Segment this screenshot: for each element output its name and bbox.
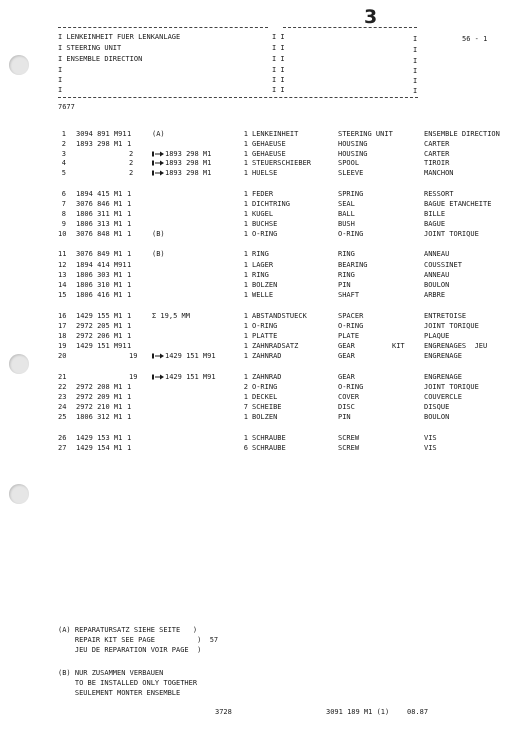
remark (152, 373, 216, 382)
description-de: GEHAEUSE (252, 140, 286, 148)
position-number: 24 (58, 403, 67, 411)
description-fr: ENGRENAGES JEU (424, 342, 488, 350)
level-indicator: 1 (127, 271, 132, 279)
level-indicator: 1 (127, 190, 132, 198)
description-fr: ENGRENAGE (424, 352, 462, 360)
table-row (58, 383, 528, 392)
description-en: DISC (338, 403, 355, 411)
position-number: 9 (61, 220, 66, 228)
description-fr: CARTER (424, 140, 450, 148)
level-indicator: 1 (127, 291, 132, 299)
description-fr: VIS (424, 434, 437, 442)
table-row (58, 169, 528, 178)
footnote-a-line-1: (A) REPARATURSATZ SIEHE SEITE ) (58, 626, 198, 634)
part-number: 1893 298 M1 (76, 140, 123, 148)
part-number: 1806 416 M1 (76, 291, 123, 299)
description-en: SHAFT (338, 291, 360, 299)
remark: (A) (152, 130, 165, 138)
part-number: 3076 849 M1 (76, 250, 123, 258)
level-indicator: 1 (127, 230, 132, 238)
position-number: 13 (58, 271, 67, 279)
level-indicator: 2 (129, 150, 134, 158)
quantity: 1 (243, 200, 248, 208)
description-de: RING (252, 271, 269, 279)
position-number: 10 (58, 230, 67, 238)
table-row (58, 403, 528, 412)
table-row (58, 230, 528, 239)
description-en: STEERING UNIT (338, 130, 393, 138)
part-number: 1894 415 M1 (76, 190, 123, 198)
table-row (58, 312, 528, 321)
header-right-edge: I (413, 57, 418, 65)
quantity: 1 (243, 169, 248, 177)
position-number: 1 (61, 130, 66, 138)
description-de: FEDER (252, 190, 274, 198)
position-number: 8 (61, 210, 66, 218)
header-line-3: I ENSEMBLE DIRECTION (58, 55, 143, 63)
part-number: 2972 206 M1 (76, 332, 123, 340)
position-number: 11 (58, 250, 67, 258)
quantity: 1 (243, 159, 248, 167)
level-indicator: 1 (127, 210, 132, 218)
description-en: PIN (338, 281, 351, 289)
header-separator: I I (272, 76, 285, 84)
description-en: SPRING (338, 190, 364, 198)
table-row (58, 352, 528, 361)
description-fr: ANNEAU (424, 271, 450, 279)
position-number: 2 (61, 140, 66, 148)
footnote-b-line-1: (B) NUR ZUSAMMEN VERBAUEN (58, 669, 164, 677)
description-fr: ENGRENAGE (424, 373, 462, 381)
table-row (58, 271, 528, 280)
description-fr: BILLE (424, 210, 446, 218)
part-number: 1806 310 M1 (76, 281, 123, 289)
part-number: 1806 313 M1 (76, 220, 123, 228)
quantity: 1 (243, 312, 248, 320)
level-indicator: 1 (127, 383, 132, 391)
description-en: SCREW (338, 434, 360, 442)
quantity: 1 (243, 220, 248, 228)
position-number: 19 (58, 342, 67, 350)
header-separator: I I (272, 86, 285, 94)
table-row (58, 130, 528, 139)
description-fr: BOULON (424, 281, 450, 289)
level-indicator: 1 (127, 250, 132, 258)
description-de: ZAHNRADSATZ (252, 342, 299, 350)
description-de: SCHRAUBE (252, 444, 286, 452)
kit-label: KIT (392, 342, 405, 350)
part-number: 1429 154 M1 (76, 444, 123, 452)
description-en: HOUSING (338, 150, 368, 158)
group-code: 7677 (58, 103, 75, 111)
quantity: 1 (243, 190, 248, 198)
description-de: RING (252, 250, 269, 258)
description-fr: MANCHON (424, 169, 454, 177)
header-right-edge: I (413, 67, 418, 75)
quantity: 1 (243, 271, 248, 279)
description-en: RING (338, 250, 355, 258)
description-fr: PLAQUE (424, 332, 450, 340)
table-row (58, 250, 528, 259)
part-number: 3076 846 M1 (76, 200, 123, 208)
level-indicator: 1 (127, 434, 132, 442)
description-de: DICHTRING (252, 200, 290, 208)
part-number: 2972 205 M1 (76, 322, 123, 330)
header-separator: I I (272, 66, 285, 74)
description-de: O-RING (252, 230, 278, 238)
position-number: 4 (61, 159, 66, 167)
level-indicator: 1 (127, 130, 132, 138)
position-number: 21 (58, 373, 67, 381)
description-de: SCHEIBE (252, 403, 282, 411)
position-number: 26 (58, 434, 67, 442)
description-fr: RESSORT (424, 190, 454, 198)
replaced-by-part-number: 1893 298 M1 (165, 150, 212, 158)
header-line-5: I (58, 76, 63, 84)
quantity: 1 (243, 230, 248, 238)
position-number: 27 (58, 444, 67, 452)
quantity: 1 (243, 130, 248, 138)
footnote-b-line-3: SEULEMENT MONTER ENSEMBLE (58, 689, 181, 697)
quantity: 1 (243, 393, 248, 401)
header-separator: I I (272, 55, 285, 63)
footnote-b-line-2: TO BE INSTALLED ONLY TOGETHER (58, 679, 198, 687)
description-de: BOLZEN (252, 281, 278, 289)
position-number: 7 (61, 200, 66, 208)
table-row (58, 140, 528, 149)
binder-hole (9, 55, 29, 75)
level-indicator: 1 (127, 312, 132, 320)
description-de: ZAHNRAD (252, 352, 282, 360)
table-row (58, 150, 528, 159)
description-fr: BAGUE ETANCHEITE (424, 200, 492, 208)
description-de: ABSTANDSTUECK (252, 312, 307, 320)
footnote-a-line-2: REPAIR KIT SEE PAGE ) 57 (58, 636, 219, 644)
header-line-1: I LENKEINHEIT FUER LENKANLAGE (58, 33, 181, 41)
description-en: GEAR (338, 342, 355, 350)
table-row (58, 373, 528, 382)
quantity: 1 (243, 140, 248, 148)
level-indicator: 1 (127, 322, 132, 330)
table-row (58, 444, 528, 453)
part-number: 2972 209 M1 (76, 393, 123, 401)
replaced-by-part-number: 1429 151 M91 (165, 373, 216, 381)
description-fr: DISQUE (424, 403, 450, 411)
level-indicator: 2 (129, 159, 134, 167)
description-de: SCHRAUBE (252, 434, 286, 442)
description-de: DECKEL (252, 393, 278, 401)
description-en: GEAR (338, 373, 355, 381)
quantity: 1 (243, 210, 248, 218)
header-right-edge: I (413, 87, 418, 95)
position-number: 18 (58, 332, 67, 340)
section-reference: 56 - 1 (462, 35, 488, 43)
quantity: 1 (243, 150, 248, 158)
position-number: 6 (61, 190, 66, 198)
description-en: PIN (338, 413, 351, 421)
description-fr: JOINT TORIQUE (424, 322, 479, 330)
quantity: 1 (243, 281, 248, 289)
table-row (58, 261, 528, 270)
level-indicator: 1 (127, 403, 132, 411)
header-separator: I I (272, 44, 285, 52)
description-fr: JOINT TORIQUE (424, 230, 479, 238)
header-line-6: I (58, 86, 63, 94)
quantity: 1 (243, 291, 248, 299)
page-marker: 3 (364, 6, 378, 28)
replaces-arrow-icon (152, 170, 164, 176)
quantity: 7 (243, 403, 248, 411)
description-fr: COUSSINET (424, 261, 462, 269)
description-de: BUCHSE (252, 220, 278, 228)
table-row (58, 190, 528, 199)
remark (152, 352, 216, 361)
part-number: 1429 151 M91 (76, 342, 127, 350)
quantity: 1 (243, 332, 248, 340)
footer-page-number: 3728 (215, 708, 232, 716)
remark: (B) (152, 250, 165, 258)
header-separator: I I (272, 33, 285, 41)
description-de: O-RING (252, 383, 278, 391)
description-de: PLATTE (252, 332, 278, 340)
level-indicator: 19 (129, 373, 138, 381)
table-row (58, 322, 528, 331)
binder-hole (9, 354, 29, 374)
remark: Σ 19,5 MM (152, 312, 190, 320)
level-indicator: 1 (127, 413, 132, 421)
position-number: 17 (58, 322, 67, 330)
description-fr: TIROIR (424, 159, 450, 167)
quantity: 1 (243, 322, 248, 330)
replaces-arrow-icon (152, 353, 164, 359)
description-en: PLATE (338, 332, 360, 340)
description-en: SLEEVE (338, 169, 364, 177)
table-row (58, 434, 528, 443)
description-fr: BOULON (424, 413, 450, 421)
description-de: LAGER (252, 261, 274, 269)
level-indicator: 1 (127, 281, 132, 289)
description-fr: BAGUE (424, 220, 446, 228)
description-en: BALL (338, 210, 355, 218)
description-de: BOLZEN (252, 413, 278, 421)
description-de: O-RING (252, 322, 278, 330)
description-fr: CARTER (424, 150, 450, 158)
level-indicator: 1 (127, 200, 132, 208)
quantity: 1 (243, 434, 248, 442)
replaces-arrow-icon (152, 160, 164, 166)
replaces-arrow-icon (152, 151, 164, 157)
quantity: 2 (243, 383, 248, 391)
description-fr: ARBRE (424, 291, 446, 299)
quantity: 1 (243, 373, 248, 381)
table-row (58, 200, 528, 209)
description-fr: ENTRETOISE (424, 312, 467, 320)
description-en: RING (338, 271, 355, 279)
description-en: SEAL (338, 200, 355, 208)
level-indicator: 1 (127, 332, 132, 340)
remark: (B) (152, 230, 165, 238)
quantity: 6 (243, 444, 248, 452)
binder-hole (9, 484, 29, 504)
description-en: SCREW (338, 444, 360, 452)
table-row (58, 159, 528, 168)
position-number: 25 (58, 413, 67, 421)
part-number: 2972 210 M1 (76, 403, 123, 411)
level-indicator: 1 (127, 444, 132, 452)
table-row (58, 342, 528, 351)
table-row (58, 210, 528, 219)
description-en: BUSH (338, 220, 355, 228)
table-row (58, 281, 528, 290)
level-indicator: 1 (127, 393, 132, 401)
description-en: HOUSING (338, 140, 368, 148)
description-en: SPOOL (338, 159, 360, 167)
header-right-edge: I (413, 35, 418, 43)
level-indicator: 1 (127, 140, 132, 148)
description-fr: ANNEAU (424, 250, 450, 258)
parts-table (58, 0, 528, 460)
remark (152, 150, 211, 159)
description-de: WELLE (252, 291, 274, 299)
description-en: O-RING (338, 322, 364, 330)
part-number: 1429 155 M1 (76, 312, 123, 320)
header-line-4: I (58, 66, 63, 74)
position-number: 22 (58, 383, 67, 391)
position-number: 15 (58, 291, 67, 299)
part-number: 1429 153 M1 (76, 434, 123, 442)
description-fr: VIS (424, 444, 437, 452)
quantity: 1 (243, 352, 248, 360)
description-de: ZAHNRAD (252, 373, 282, 381)
header-right-edge: I (413, 46, 418, 54)
description-en: O-RING (338, 383, 364, 391)
table-row (58, 393, 528, 402)
description-de: KUGEL (252, 210, 274, 218)
part-number: 2972 208 M1 (76, 383, 123, 391)
quantity: 1 (243, 342, 248, 350)
description-en: O-RING (338, 230, 364, 238)
table-row (58, 332, 528, 341)
description-de: STEUERSCHIEBER (252, 159, 312, 167)
level-indicator: 1 (127, 342, 132, 350)
quantity: 1 (243, 250, 248, 258)
table-row (58, 291, 528, 300)
part-number: 1806 303 M1 (76, 271, 123, 279)
position-number: 23 (58, 393, 67, 401)
part-number: 3076 848 M1 (76, 230, 123, 238)
position-number: 16 (58, 312, 67, 320)
description-fr: ENSEMBLE DIRECTION (424, 130, 500, 138)
remark (152, 159, 211, 168)
position-number: 12 (58, 261, 67, 269)
footer-doc-ref: 3091 189 M1 (1) (326, 708, 390, 716)
part-number: 1806 311 M1 (76, 210, 123, 218)
description-de: LENKEINHEIT (252, 130, 299, 138)
quantity: 1 (243, 261, 248, 269)
description-en: BEARING (338, 261, 368, 269)
replaced-by-part-number: 1893 298 M1 (165, 169, 212, 177)
description-en: SPACER (338, 312, 364, 320)
description-de: HUELSE (252, 169, 278, 177)
remark (152, 169, 211, 178)
quantity: 1 (243, 413, 248, 421)
level-indicator: 2 (129, 169, 134, 177)
header-right-edge: I (413, 77, 418, 85)
table-row (58, 220, 528, 229)
position-number: 14 (58, 281, 67, 289)
level-indicator: 1 (127, 220, 132, 228)
replaces-arrow-icon (152, 374, 164, 380)
position-number: 3 (61, 150, 66, 158)
description-de: GEHAEUSE (252, 150, 286, 158)
level-indicator: 1 (127, 261, 132, 269)
replaced-by-part-number: 1893 298 M1 (165, 159, 212, 167)
table-row (58, 413, 528, 422)
position-number: 20 (58, 352, 67, 360)
part-number: 1806 312 M1 (76, 413, 123, 421)
level-indicator: 19 (129, 352, 138, 360)
part-number: 3094 891 M91 (76, 130, 127, 138)
description-fr: JOINT TORIQUE (424, 383, 479, 391)
footer-date: 08.87 (407, 708, 429, 716)
header-line-2: I STEERING UNIT (58, 44, 122, 52)
footnote-a-line-3: JEU DE REPARATION VOIR PAGE ) (58, 646, 202, 654)
description-en: GEAR (338, 352, 355, 360)
description-en: COVER (338, 393, 360, 401)
part-number: 1894 414 M91 (76, 261, 127, 269)
description-fr: COUVERCLE (424, 393, 462, 401)
position-number: 5 (61, 169, 66, 177)
replaced-by-part-number: 1429 151 M91 (165, 352, 216, 360)
